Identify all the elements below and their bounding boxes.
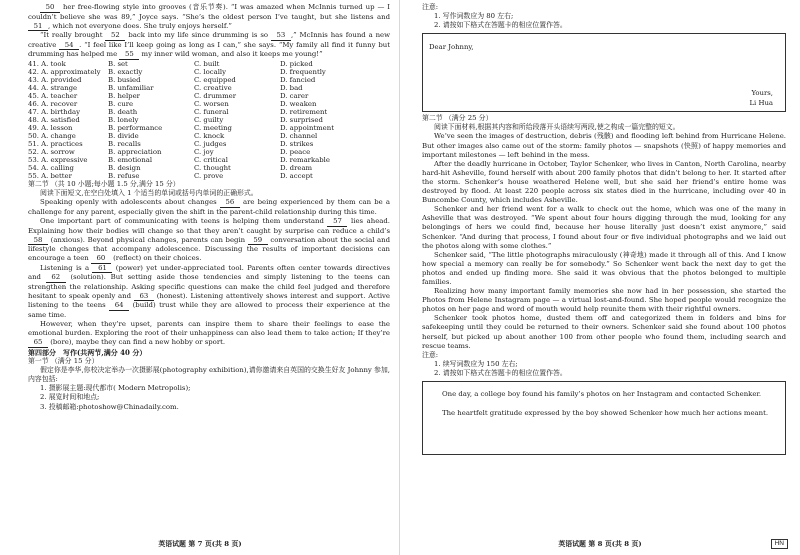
option-cell: D. picked bbox=[280, 59, 313, 68]
text-segment: One important part of communicating with teens is helping them understand bbox=[40, 217, 328, 226]
letter-closing: Yours, bbox=[751, 89, 773, 98]
option-row bbox=[28, 68, 390, 76]
continuation-opening-2: The heartfelt gratitude expressed by the boy showed Schenker how much her actions meant. bbox=[442, 409, 769, 418]
option-cell: C. guilty bbox=[194, 115, 224, 124]
blank-number: 60 bbox=[91, 255, 111, 264]
option-cell: 42. A. approximately bbox=[28, 67, 101, 76]
option-cell: C. knock bbox=[194, 132, 225, 141]
task-point-2: 2. 展览时间和地点; bbox=[40, 393, 100, 402]
option-cell: 54. A. calling bbox=[28, 164, 74, 173]
option-cell: 53. A. expressive bbox=[28, 156, 88, 165]
option-row bbox=[28, 76, 390, 84]
option-cell: D. remarkable bbox=[280, 156, 330, 165]
gap-paragraph-2 bbox=[28, 217, 390, 264]
option-cell: D. weaken bbox=[280, 99, 317, 108]
option-row bbox=[28, 92, 390, 100]
task-point-1: 1. 摄影展主题:现代都市( Modern Metropolis); bbox=[40, 384, 191, 393]
option-cell: C. joy bbox=[194, 148, 214, 157]
option-cell: 41. A. took bbox=[28, 59, 66, 68]
option-cell: B. cure bbox=[108, 99, 134, 108]
option-cell: B. helper bbox=[108, 91, 140, 100]
blank-number: 51 bbox=[28, 23, 48, 32]
cloze-paragraph-2 bbox=[28, 31, 390, 60]
option-cell: C. thought bbox=[194, 164, 231, 173]
option-cell: B. recalls bbox=[108, 140, 141, 149]
option-cell: B. refuse bbox=[108, 172, 140, 181]
blank-number: 65 bbox=[28, 339, 48, 348]
option-cell: B. emotional bbox=[108, 156, 153, 165]
section-2-instructions: 阅读下面短文,在空白处填入 1 个适当的单词或括号内单词的正确形式。 bbox=[40, 189, 258, 198]
blank-number: 56 bbox=[220, 199, 240, 208]
text-segment: (bore), maybe they can find a new hobby or sport. bbox=[48, 338, 226, 347]
option-row bbox=[28, 100, 390, 108]
blank-number: 57 bbox=[327, 218, 347, 227]
option-cell: D. retirement bbox=[280, 107, 328, 116]
text-segment: However, when they’re upset, parents can inspire them to share their feelings to ease the emotional burden. Exploring the root of their unhappiness can also lead them to take action; If they’re bbox=[28, 319, 390, 338]
note-item: 2. 请按如下格式在答题卡的相应位置作答。 bbox=[434, 368, 567, 377]
option-cell: 52. A. sorrow bbox=[28, 148, 75, 157]
option-cell: C. meeting bbox=[194, 123, 232, 132]
page-footer: 英语试题 第 8 页(共 8 页) bbox=[558, 540, 642, 548]
blank-number: 59 bbox=[248, 237, 268, 246]
part-4-title: 第四部分 写作(共两节,满分 40 分） bbox=[28, 347, 147, 357]
option-cell: 45. A. teacher bbox=[28, 91, 78, 100]
letter-answer-box bbox=[422, 33, 786, 112]
option-cell: C. critical bbox=[194, 156, 228, 165]
note-item: 1. 续写词数应为 150 左右; bbox=[434, 359, 518, 368]
option-cell: C. worsen bbox=[194, 99, 229, 108]
story-paragraph: We’ve seen the images of destruction, debris (残骸) and flooding left behind from Hurricane Helene. But other images also came out of the storm: family photos — snapshots (快照) of happy memories and important milestones — left behind in the mess. bbox=[422, 132, 786, 159]
letter-salutation: Dear Johnny, bbox=[429, 43, 474, 52]
text-segment: (reflect) on their choices. bbox=[110, 254, 202, 263]
blank-number: 58 bbox=[28, 237, 48, 246]
option-cell: D. strikes bbox=[280, 140, 314, 149]
blank-number: 52 bbox=[105, 32, 125, 41]
text-segment: “It really brought bbox=[40, 31, 106, 40]
option-cell: B. busied bbox=[108, 75, 141, 84]
page-8 bbox=[400, 0, 800, 555]
letter-signature: Li Hua bbox=[749, 99, 773, 108]
option-cell: 48. A. satisfied bbox=[28, 115, 80, 124]
option-cell: B. divide bbox=[108, 132, 139, 141]
text-segment: (build) trust while they are allowed to process their experience at the same time. bbox=[28, 301, 390, 319]
option-cell: C. equipped bbox=[194, 75, 236, 84]
note-item: 1. 写作词数应为 80 左右; bbox=[434, 12, 514, 21]
text-segment: her free-flowing style into grooves (音乐节奏). “I was amazed when McInnis turned up — I couldn’t believe she was 89,” Joyce says. “She’s the oldest person I’ve taught, but she listens and bbox=[28, 3, 390, 21]
option-cell: 55. A. better bbox=[28, 172, 72, 181]
text-segment: (power) yet under-appreciated tool. Parents often center towards directives and bbox=[28, 263, 390, 282]
story-paragraph: Schenker said, “The little photographs miraculously (神奇地) made it through all of this. And I know how special a memory can really be for somebody.” So Schenker went back the next day to get the photos and ended up finding more. She said it was obvious that the photos belonged to multiple families. bbox=[422, 250, 786, 286]
text-segment: , which not everyone does. She truly enjoys herself.” bbox=[48, 21, 232, 30]
text-segment: lies ahead. Explaining how their bodies will change so that they aren’t caught by surprise can reduce a child’s bbox=[28, 217, 390, 235]
text-segment: (solution). But setting aside those tendencies and simply listening to the teens can strengthen the relationship. Asking specific questions can make the child feel judged and therefore hesitant to speak openly and bbox=[28, 273, 390, 300]
text-segment: (honest). Listening attentively shows interest and support. Active listening to the teens bbox=[28, 291, 390, 310]
note-label: 注意: bbox=[422, 3, 439, 11]
cloze-paragraph-1 bbox=[28, 3, 390, 31]
option-row bbox=[28, 148, 390, 156]
page-footer: 英语试题 第 7 页(共 8 页) bbox=[158, 540, 242, 548]
option-cell: D. appointment bbox=[280, 123, 334, 132]
text-segment: . “I feel like I’ll keep going as long as I can,” she says. “My family all find it funny but drumming has helped me bbox=[28, 40, 390, 59]
blank-number: 61 bbox=[92, 265, 112, 274]
option-cell: B. lonely bbox=[108, 115, 139, 124]
option-cell: 50. A. change bbox=[28, 132, 76, 141]
text-segment: back into my life since drumming is so bbox=[125, 31, 271, 40]
option-cell: B. death bbox=[108, 107, 138, 116]
blank-number: 50 bbox=[40, 4, 60, 13]
option-cell: B. appreciation bbox=[108, 148, 162, 157]
text-segment: Speaking openly with adolescents about changes bbox=[40, 198, 220, 207]
writing-task: 假定你是李华,你校决定举办一次摄影展(photography exhibition),请你邀请来自英国的交换生好友 Johnny 参加,内容包括: bbox=[28, 366, 390, 384]
option-cell: D. frequently bbox=[280, 67, 326, 76]
option-cell: B. performance bbox=[108, 123, 163, 132]
text-segment: my inner wild woman, and also it keeps me young!” bbox=[139, 50, 323, 59]
option-cell: D. peace bbox=[280, 148, 311, 157]
continuation-opening-1: One day, a college boy found his family’s photos on her Instagram and contacted Schenker. bbox=[442, 390, 762, 398]
option-row bbox=[28, 84, 390, 92]
option-cell: C. prove bbox=[194, 172, 224, 181]
story-paragraph: Realizing how many important family memories she now had in her possession, she started the Photos from Helene Instagram page — a virtual lost-and-found. She hoped people would recognize the photos on her page and word of mouth would help reunite them with their rightful owners. bbox=[422, 287, 786, 314]
text-segment: ,” McInnis has found a new creative bbox=[28, 31, 391, 49]
option-row bbox=[28, 140, 390, 148]
option-cell: C. built bbox=[194, 59, 220, 68]
writing-section-2-instructions: 阅读下面材料,根据其内容和所给段落开头语续写两段,使之构成一篇完整的短文。 bbox=[434, 123, 680, 132]
option-cell: D. fancied bbox=[280, 75, 316, 84]
writing-section-2-title: 第二节 （满分 25 分） bbox=[422, 114, 493, 123]
option-cell: 46. A. recover bbox=[28, 99, 78, 108]
blank-number: 63 bbox=[134, 293, 154, 302]
continuation-answer-box bbox=[422, 381, 786, 455]
option-cell: D. carer bbox=[280, 91, 309, 100]
option-cell: 47. A. birthday bbox=[28, 107, 81, 116]
task-point-3: 3. 投稿邮箱:photoshow@Chinadaily.com. bbox=[40, 402, 179, 411]
text-segment: conversation about the social and lifestyle changes that accompany adolescence. Discussing the results of important decisions can encourage a teen bbox=[28, 235, 390, 263]
option-cell: D. accept bbox=[280, 172, 313, 181]
option-cell: D. surprised bbox=[280, 115, 323, 124]
blank-number: 64 bbox=[109, 302, 129, 311]
story-paragraph: Schenker took photos home, dusted them off and categorized them in folders and bins for safekeeping until they could be returned to their owners. Schenker said she found about 100 photos herself, but picked up about another 100 from other people who found them, including search and rescue teams. bbox=[422, 314, 786, 350]
blank-number: 53 bbox=[271, 32, 291, 41]
option-row bbox=[28, 124, 390, 132]
story-paragraph: After the deadly hurricane in October, Taylor Schenker, who lives in Canton, North Carolina, nearby hard-hit Asheville, found herself with about 200 family photos that didn’t belong to her. It started after the storm. Schenker’s house weathered Helene well, but she said her friend’s entire home was destroyed by flood. At least 220 people across six states died in the hurricane, including over 40 in Buncombe County, which includes Asheville. bbox=[422, 159, 786, 205]
option-cell: C. locally bbox=[194, 67, 227, 76]
option-cell: 51. A. practices bbox=[28, 140, 83, 149]
option-cell: D. channel bbox=[280, 132, 318, 141]
story-paragraph: Schenker and her friend went for a walk to check out the home, which was one of the many in Asheville that was destroyed. “We spent about four hours digging through the mud, looking for any belongings of hers we could find, because her house literally just doesn’t exist anymore,” said Schenker. “And during that process, I found about four or five individual photographs and we laid out the photos along with some clothes.” bbox=[422, 205, 786, 250]
text-segment: (anxious). Beyond physical changes, parents can begin bbox=[48, 235, 248, 244]
option-cell: C. judges bbox=[194, 140, 227, 149]
note-label: 注意: bbox=[422, 350, 439, 359]
option-cell: B. set bbox=[108, 59, 128, 68]
option-cell: D. bad bbox=[280, 83, 303, 92]
option-cell: D. dream bbox=[280, 164, 313, 173]
exam-code-badge: HN bbox=[771, 539, 788, 549]
section-2-title: 第二节 （共 10 小题;每小题 1.5 分,满分 15 分） bbox=[28, 180, 180, 189]
option-cell: B. unfamiliar bbox=[108, 83, 154, 92]
gap-paragraph-3 bbox=[28, 264, 390, 320]
option-cell: B. design bbox=[108, 164, 141, 173]
options-table bbox=[28, 60, 390, 181]
text-segment: are being experienced by them can be a challenge for any parent, especially given the shift in the parent-child relationship during this time. bbox=[28, 198, 391, 216]
gap-paragraph-4 bbox=[28, 320, 390, 348]
blank-number: 62 bbox=[46, 274, 66, 283]
blank-number: 54 bbox=[59, 42, 79, 51]
option-row bbox=[28, 108, 390, 116]
writing-section-1-title: 第一节 （满分 15 分） bbox=[28, 357, 99, 366]
note-item: 2. 请按如下格式在答题卡的相应位置作答。 bbox=[434, 21, 567, 30]
text-segment: Listening is a bbox=[40, 263, 93, 272]
option-row bbox=[28, 60, 390, 68]
option-row bbox=[28, 132, 390, 140]
option-cell: 43. A. provided bbox=[28, 75, 82, 84]
option-row bbox=[28, 116, 390, 124]
option-cell: 44. A. strange bbox=[28, 83, 78, 92]
blank-number: 55 bbox=[119, 51, 139, 60]
option-cell: B. exactly bbox=[108, 67, 143, 76]
option-cell: C. funeral bbox=[194, 107, 229, 116]
option-row bbox=[28, 164, 390, 172]
gap-paragraph-1 bbox=[28, 198, 390, 217]
option-cell: C. drummer bbox=[194, 91, 236, 100]
option-cell: 49. A. lesson bbox=[28, 123, 73, 132]
option-cell: C. creative bbox=[194, 83, 232, 92]
option-row bbox=[28, 156, 390, 164]
